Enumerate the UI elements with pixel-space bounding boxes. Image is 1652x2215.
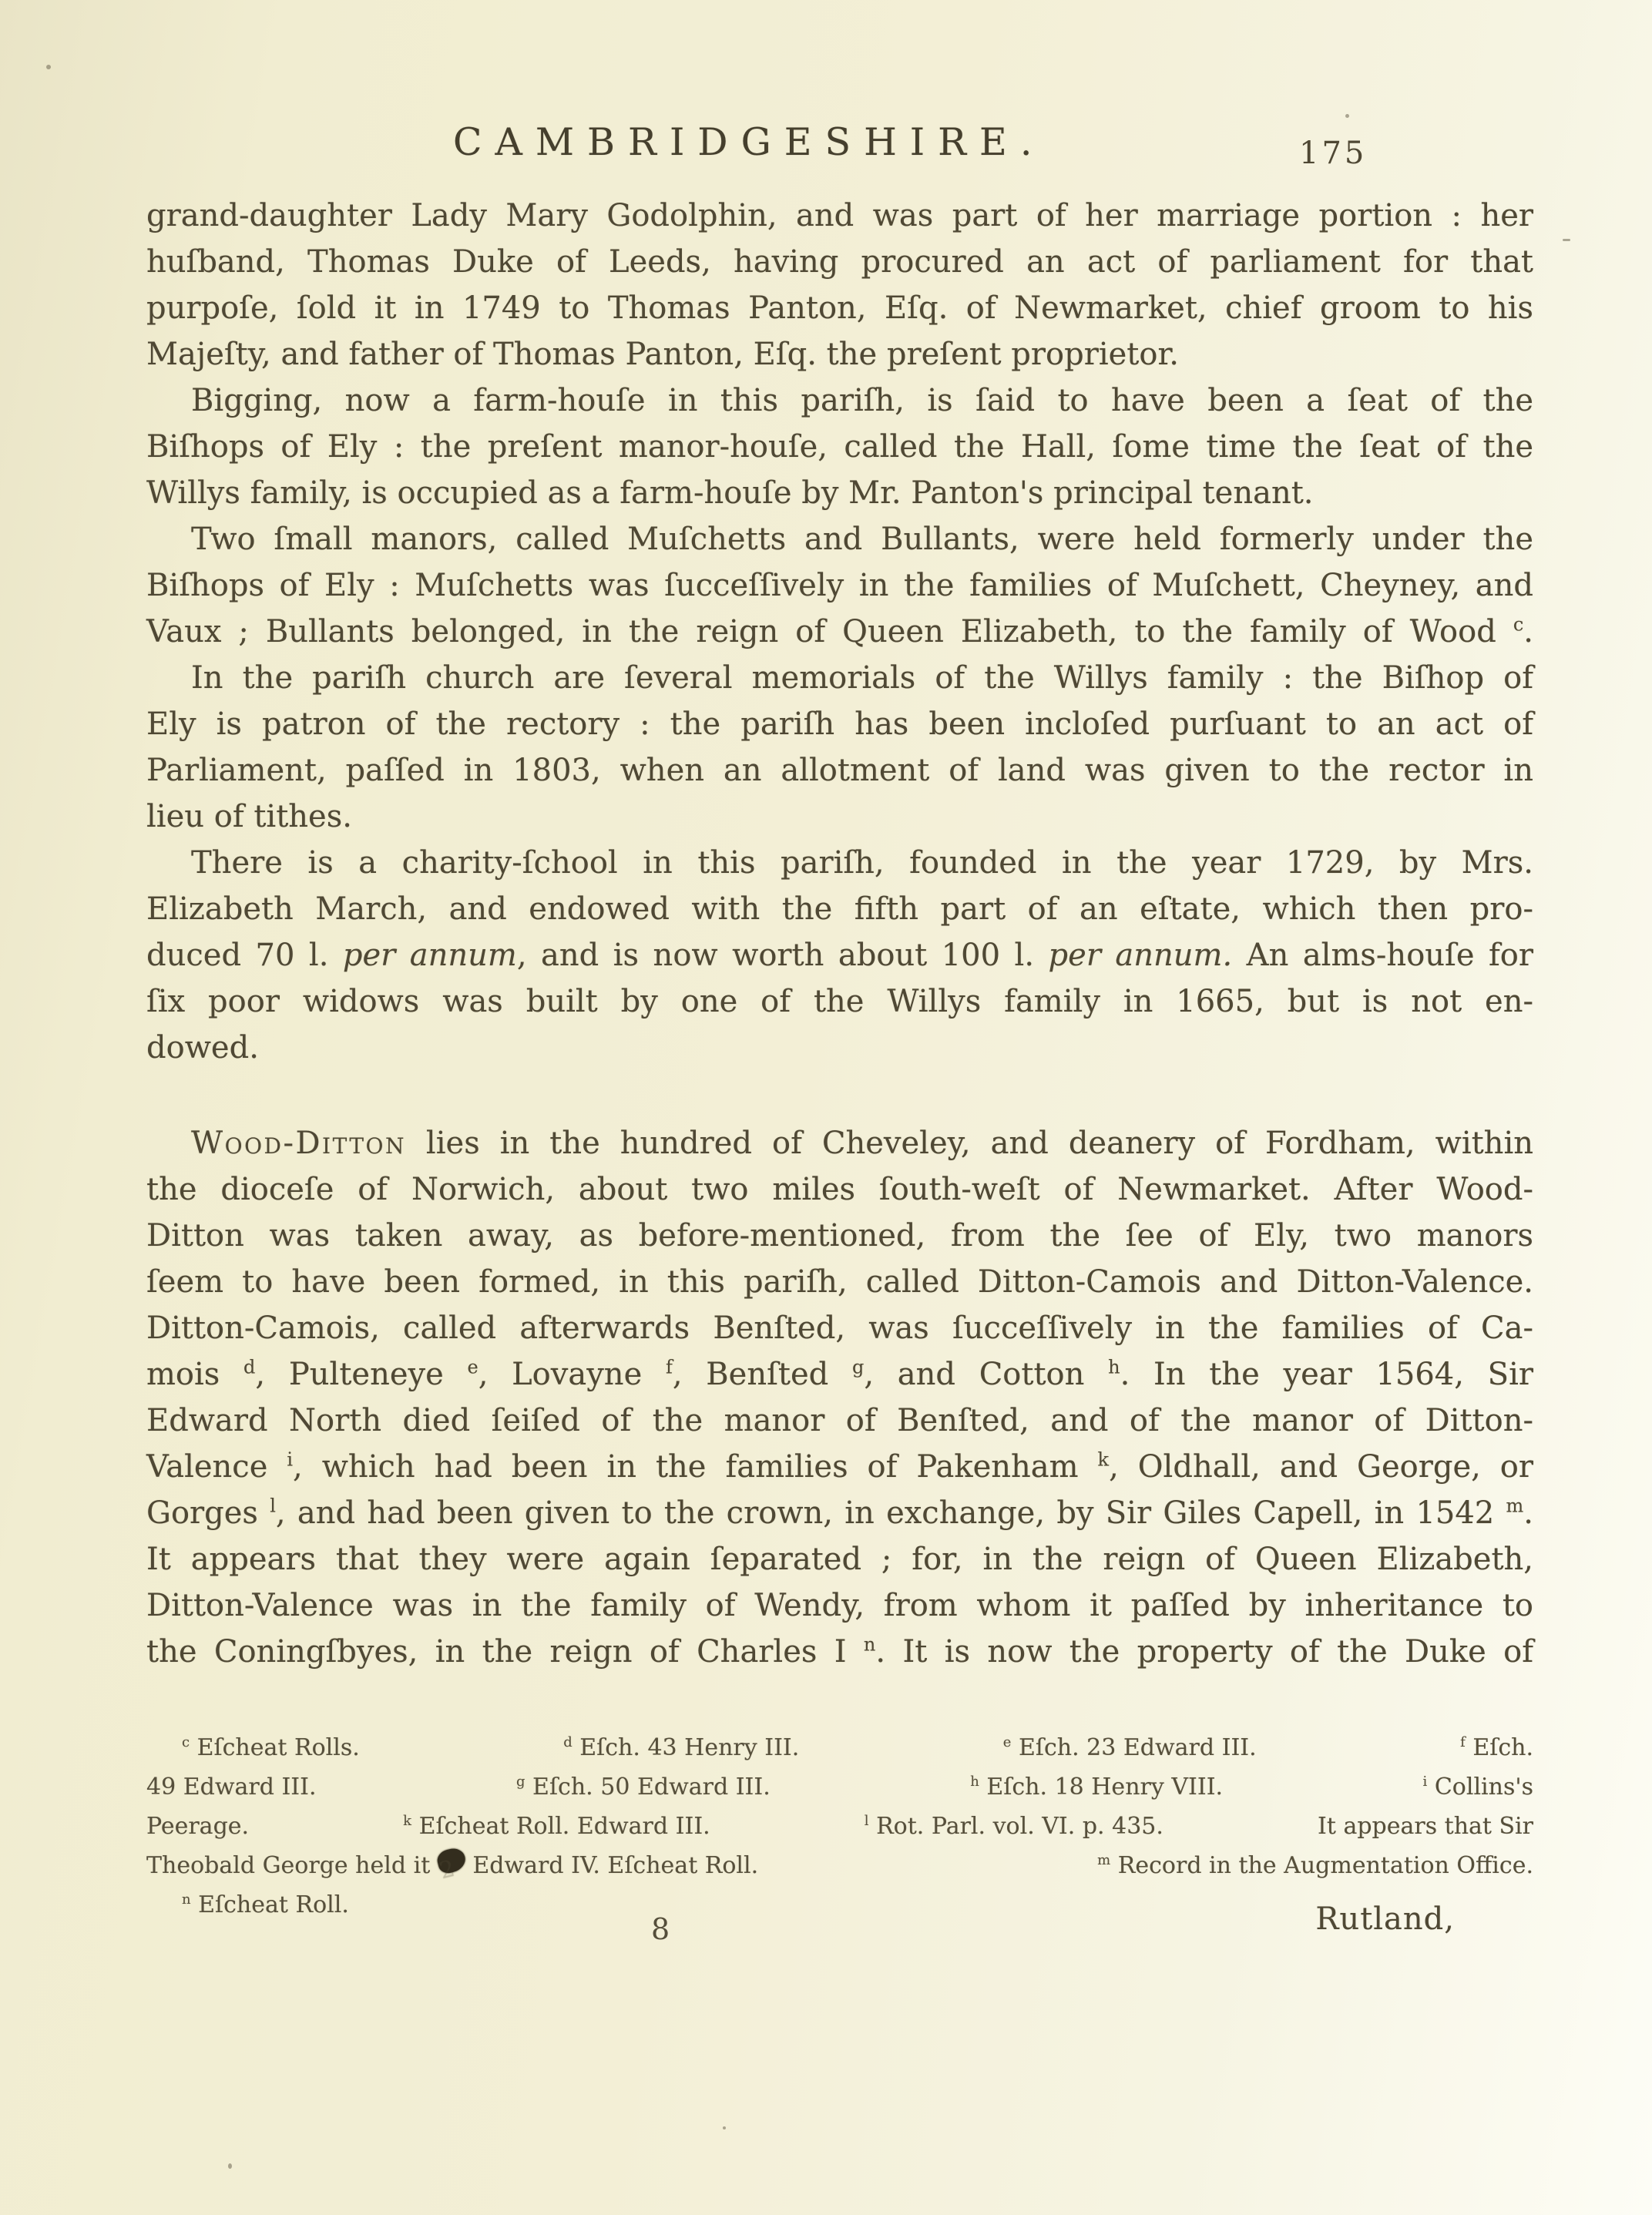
text-segment: Eſch. 43 Henry III. — [572, 1734, 800, 1761]
footnote-marker: g — [851, 1356, 865, 1378]
footnote-entry — [1318, 1807, 1533, 1846]
text-segment: Eſcheat Rolls. — [190, 1734, 360, 1761]
text-segment: , and is now worth about 100 l. — [516, 938, 1049, 973]
text-line — [146, 1259, 1533, 1305]
text-segment: . It is now the property of the Duke of — [875, 1634, 1533, 1670]
footnote-marker: n — [863, 1633, 876, 1656]
text-segment: . — [1523, 1495, 1533, 1531]
text-segment: per annum. — [1048, 938, 1233, 973]
text-segment: Edward IV. Eſcheat Roll. — [465, 1852, 759, 1879]
page-number: 175 — [1299, 136, 1368, 171]
text-line — [146, 1213, 1533, 1259]
text-segment: huſband, Thomas Duke of Leeds, having procured an act of parliament for that — [146, 244, 1533, 280]
paragraph — [146, 193, 1533, 378]
paragraph — [146, 378, 1533, 516]
text-segment: the Coningſbyes, in the reign of Charles I — [146, 1634, 864, 1670]
text-line — [146, 1351, 1533, 1398]
text-segment: grand-daughter Lady Mary Godolphin, and was part of her marriage portion : her — [146, 198, 1533, 233]
paper-speck — [1563, 239, 1570, 241]
text-segment: Eſcheat Roll. — [190, 1891, 349, 1918]
text-segment: Gorges — [146, 1495, 270, 1531]
footnote-marker: k — [403, 1813, 412, 1829]
text-segment: , Oldhall, and George, or — [1109, 1449, 1533, 1485]
text-segment: Ditton was taken away, as before-mentioned, from the ſee of Ely, two manors — [146, 1218, 1533, 1253]
signature-mark: 8 — [651, 1912, 670, 1946]
text-segment: , and Cotton — [864, 1357, 1109, 1392]
text-line — [146, 1629, 1533, 1675]
footnote-entry — [563, 1728, 799, 1767]
text-line — [146, 1536, 1533, 1582]
text-segment: It appears that Sir — [1318, 1813, 1533, 1840]
footnote-line — [146, 1807, 1533, 1846]
paper-speck — [228, 2163, 232, 2169]
text-segment: Rot. Parl. vol. VI. p. 435. — [868, 1813, 1163, 1840]
text-segment: purpoſe, ſold it in 1749 to Thomas Panton, Eſq. of Newmarket, chief groom to his — [146, 290, 1533, 326]
text-segment: dowed. — [146, 1030, 259, 1066]
footnote-marker: f — [1460, 1734, 1466, 1750]
text-line — [146, 1444, 1533, 1490]
text-line — [146, 285, 1533, 331]
footnote-entry — [865, 1807, 1163, 1846]
text-segment: Eſch. 18 Henry VIII. — [979, 1774, 1224, 1801]
footnote-marker: h — [1108, 1356, 1120, 1378]
text-segment: . In the year 1564, Sir — [1120, 1357, 1533, 1392]
footnote-marker: l — [864, 1813, 869, 1829]
catchword: Rutland, — [1315, 1901, 1455, 1937]
footnote-marker: h — [970, 1774, 979, 1790]
footnote-marker: l — [270, 1495, 276, 1517]
text-segment: Eſch. 50 Edward III. — [525, 1774, 771, 1801]
text-segment: Bigging, now a farm-houſe in this pariſh, is ſaid to have been a ſeat of the — [191, 383, 1533, 418]
paper-speck — [1345, 114, 1349, 118]
body-text — [146, 193, 1533, 1675]
text-segment: Eſcheat Roll. Edward III. — [411, 1813, 710, 1840]
footnote-entry — [1423, 1767, 1533, 1807]
text-segment: Parliament, paſſed in 1803, when an allotment of land was given to the rector in — [146, 753, 1533, 788]
text-segment: , and had been given to the crown, in exchange, by Sir Giles Capell, in 1542 — [275, 1495, 1506, 1531]
text-segment: , which had been in the families of Pakenham — [293, 1449, 1098, 1485]
text-segment: Elizabeth March, and endowed with the fifth part of an eſtate, which then pro- — [146, 891, 1533, 927]
text-segment: per annum — [342, 938, 517, 973]
text-segment: mois — [146, 1357, 244, 1392]
footnote-entry — [146, 1846, 758, 1885]
text-segment: 2 — [435, 1846, 468, 1875]
text-segment: Ditton-Camois, called afterwards Benſted, was ſucceſſively in the families of Ca- — [146, 1311, 1533, 1346]
text-segment: . — [1523, 614, 1533, 649]
footnote-entry — [970, 1767, 1223, 1807]
text-line — [146, 978, 1533, 1025]
footnote-entry — [1003, 1728, 1257, 1767]
footnote-marker: c — [182, 1734, 190, 1750]
text-segment: Vaux ; Bullants belonged, in the reign of Queen Elizabeth, to the family of Wood — [146, 614, 1513, 649]
text-line — [146, 331, 1533, 378]
text-line — [146, 1120, 1533, 1166]
text-line — [146, 609, 1533, 655]
text-segment: Eſch. — [1465, 1734, 1533, 1761]
text-line — [146, 840, 1533, 886]
paragraph — [146, 516, 1533, 655]
text-segment: Valence — [146, 1449, 287, 1485]
text-segment: lieu of tithes. — [146, 799, 352, 834]
page-title: CAMBRIDGESHIRE. — [453, 120, 1046, 164]
text-segment: In the pariſh church are ſeveral memorials of the Willys family : the Biſhop of — [191, 660, 1533, 696]
footnote-marker: e — [1002, 1734, 1012, 1750]
footnotes — [146, 1728, 1533, 1925]
text-segment: ſix poor widows was built by one of the Willys family in 1665, but is not en- — [146, 984, 1533, 1019]
text-line — [146, 886, 1533, 932]
text-segment: Two ſmall manors, called Muſchetts and Bullants, were held formerly under the — [191, 522, 1533, 557]
footnote-entry — [146, 1807, 249, 1846]
paragraph — [146, 1120, 1533, 1675]
text-segment: , Benſted — [672, 1357, 852, 1392]
paragraph — [146, 655, 1533, 840]
text-segment: Peerage. — [146, 1813, 250, 1840]
footnote-line — [146, 1728, 1533, 1767]
text-line — [146, 424, 1533, 470]
text-segment: Majeſty, and father of Thomas Panton, Eſq. the preſent proprietor. — [146, 337, 1179, 372]
text-line — [146, 747, 1533, 794]
text-segment: Edward North died ſeiſed of the manor of Benſted, and of the manor of Ditton- — [146, 1403, 1533, 1438]
footnote-entry — [182, 1728, 360, 1767]
text-segment: 49 Edward III. — [146, 1774, 317, 1801]
footnote-marker: f — [665, 1356, 673, 1378]
footnote-entry — [182, 1885, 349, 1925]
text-line — [146, 516, 1533, 562]
footnote-line — [146, 1846, 1533, 1885]
text-line — [146, 1025, 1533, 1071]
footnote-marker: k — [1097, 1448, 1110, 1471]
footnote-marker: g — [515, 1774, 525, 1790]
paper-speck — [46, 65, 51, 69]
text-line — [146, 562, 1533, 609]
footnote-entry — [1460, 1728, 1533, 1767]
text-segment: Wood-Ditton — [191, 1126, 406, 1161]
footnote-line — [146, 1767, 1533, 1807]
footnote-marker: d — [243, 1356, 256, 1378]
text-line — [146, 1398, 1533, 1444]
text-segment: An alms-houſe for — [1232, 938, 1533, 973]
footnote-marker: m — [1506, 1495, 1524, 1517]
text-segment: Biſhops of Ely : Muſchetts was ſucceſſively in the families of Muſchett, Cheyney, and — [146, 568, 1533, 603]
text-segment: Willys family, is occupied as a farm-houſe by Mr. Panton's principal tenant. — [146, 475, 1314, 511]
footnote-entry — [146, 1767, 317, 1807]
text-line — [146, 193, 1533, 239]
text-line — [146, 1582, 1533, 1629]
text-segment: the dioceſe of Norwich, about two miles ſouth-weſt of Newmarket. After Wood- — [146, 1172, 1533, 1207]
footnote-marker: m — [1097, 1852, 1111, 1868]
footnote-marker: c — [1513, 613, 1524, 636]
text-segment: Eſch. 23 Edward III. — [1011, 1734, 1257, 1761]
text-line — [146, 655, 1533, 701]
text-segment: Ely is patron of the rectory : the pariſh has been incloſed purſuant to an act of — [146, 706, 1533, 742]
footnote-entry — [516, 1767, 771, 1807]
paper-speck — [723, 2126, 726, 2129]
text-line — [146, 239, 1533, 285]
text-segment: Collins's — [1427, 1774, 1533, 1801]
text-segment: Theobald George held it — [146, 1852, 438, 1879]
footnote-marker: n — [182, 1891, 191, 1908]
text-segment: , Lovayne — [478, 1357, 666, 1392]
text-segment: It appears that they were again ſeparated ; for, in the reign of Queen Elizabeth, — [146, 1542, 1533, 1577]
footnote-marker: e — [467, 1356, 478, 1378]
footnote-marker: i — [1422, 1774, 1428, 1790]
text-segment: duced 70 l. — [146, 938, 343, 973]
text-line — [146, 794, 1533, 840]
text-segment: ſeem to have been formed, in this pariſh, called Ditton-Camois and Ditton-Valence. — [146, 1264, 1533, 1300]
text-line — [146, 470, 1533, 516]
text-segment: lies in the hundred of Cheveley, and deanery of Fordham, within — [405, 1126, 1533, 1161]
text-segment: There is a charity-ſchool in this pariſh, founded in the year 1729, by Mrs. — [191, 845, 1533, 881]
footnote-marker: d — [563, 1734, 572, 1750]
text-line — [146, 932, 1533, 978]
text-line — [146, 1166, 1533, 1213]
text-line — [146, 378, 1533, 424]
text-segment: Biſhops of Ely : the preſent manor-houſe, called the Hall, ſome time the ſeat of the — [146, 429, 1533, 465]
footnote-entry — [1097, 1846, 1533, 1885]
text-line — [146, 1305, 1533, 1351]
text-line — [146, 701, 1533, 747]
text-segment: Record in the Augmentation Office. — [1110, 1852, 1533, 1879]
text-line — [146, 1490, 1533, 1536]
text-segment: Ditton-Valence was in the family of Wendy, from whom it paſſed by inheritance to — [146, 1588, 1533, 1623]
footnote-marker: i — [287, 1448, 294, 1471]
paragraph — [146, 840, 1533, 1071]
text-segment: , Pulteneye — [255, 1357, 468, 1392]
footnote-entry — [403, 1807, 710, 1846]
